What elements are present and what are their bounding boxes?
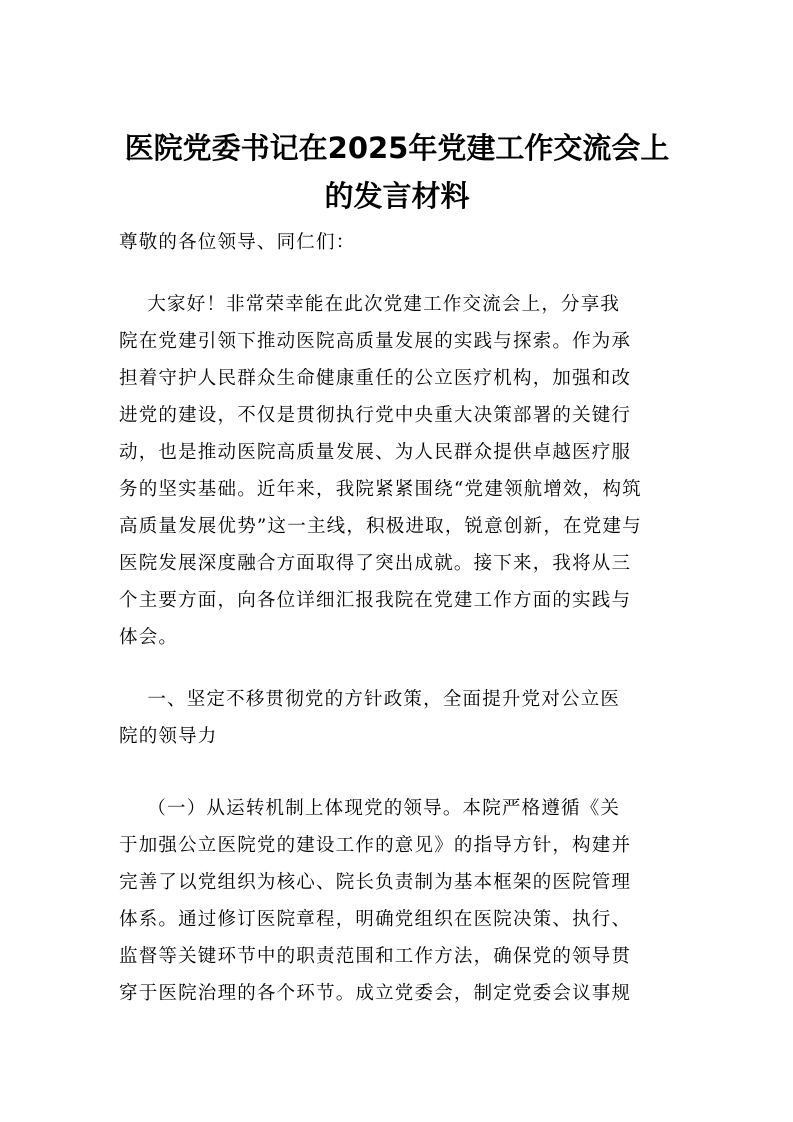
salutation-line: 尊敬的各位领导、同仁们： xyxy=(119,232,356,253)
body-line: 个主要方面，向各位详细汇报我院在党建工作方面的实践与 xyxy=(119,590,632,611)
body-line: 大家好！非常荣幸能在此次党建工作交流会上，分享我 xyxy=(119,294,621,315)
body-line: 务的坚实基础。近年来，我院紧紧围绕“党建领航增效，构筑 xyxy=(119,479,642,500)
body-line: 担着守护人民群众生命健康重任的公立医疗机构，加强和改 xyxy=(119,368,632,389)
document-title-line-1: 医院党委书记在2025年党建工作交流会上 xyxy=(124,131,670,165)
body-line: 院在党建引领下推动医院高质量发展的实践与探索。作为承 xyxy=(119,331,632,352)
body-line: 于加强公立医院党的建设工作的意见》的指导方针，构建并 xyxy=(119,835,632,856)
body-line: 医院发展深度融合方面取得了突出成就。接下来，我将从三 xyxy=(119,553,632,574)
body-line: 高质量发展优势”这一主线，积极进取，锐意创新，在党建与 xyxy=(119,516,642,537)
body-line: 体会。 xyxy=(119,627,179,648)
body-line: （一）从运转机制上体现党的领导。本院严格遵循《关 xyxy=(119,798,621,819)
body-line: 穿于医院治理的各个环节。成立党委会，制定党委会议事规 xyxy=(119,983,632,1004)
body-line: 监督等关键环节中的职责范围和工作方法，确保党的领导贯 xyxy=(119,946,632,967)
body-line: 完善了以党组织为核心、院长负责制为基本框架的医院管理 xyxy=(119,872,632,893)
body-line: 动，也是推动医院高质量发展、为人民群众提供卓越医疗服 xyxy=(119,442,632,463)
document-title-line-2: 的发言材料 xyxy=(324,179,470,213)
body-line: 进党的建设，不仅是贯彻执行党中央重大决策部署的关键行 xyxy=(119,405,632,426)
body-line: 体系。通过修订医院章程，明确党组织在医院决策、执行、 xyxy=(119,909,632,930)
section-heading-line: 院的领导力 xyxy=(119,726,218,747)
section-heading-line: 一、坚定不移贯彻党的方针政策，全面提升党对公立医 xyxy=(119,689,621,710)
